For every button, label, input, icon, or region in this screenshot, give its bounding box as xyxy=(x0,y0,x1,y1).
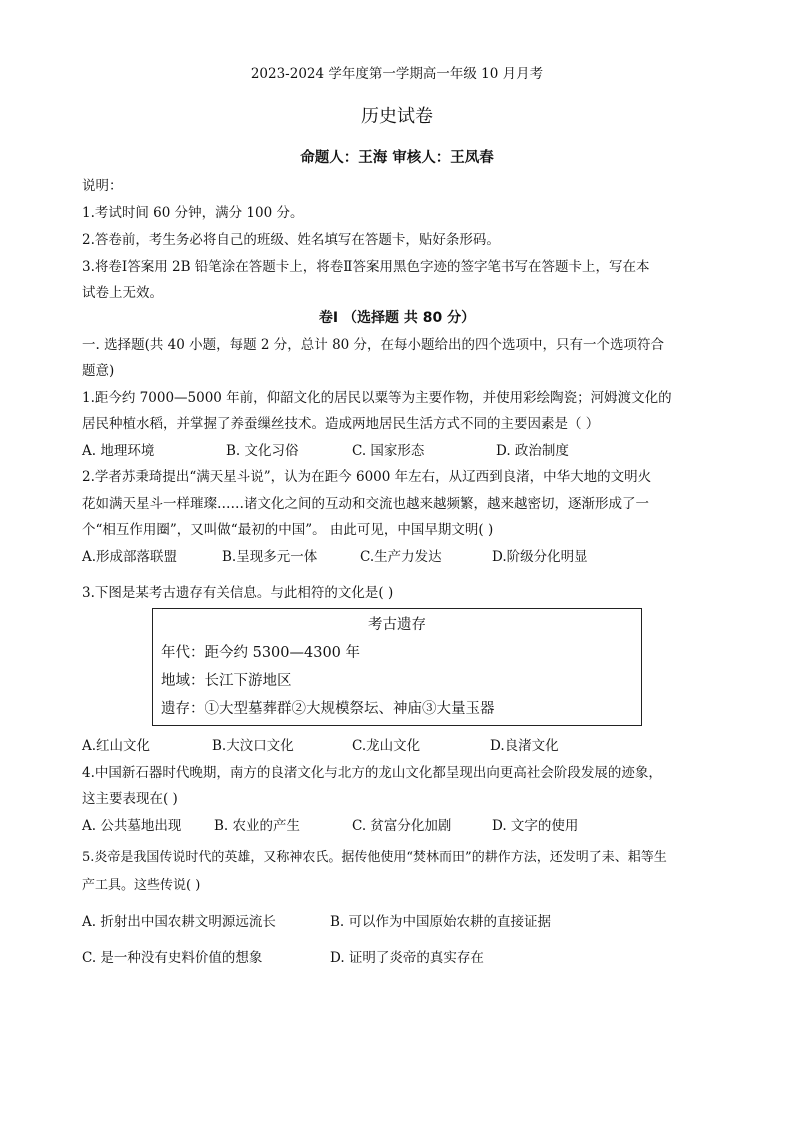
option-d[interactable]: D.良渚文化 xyxy=(490,738,559,754)
question-1-text: 1.距今约 7000—5000 年前，仰韶文化的居民以粟等为主要作物，并使用彩绘陶瓷；河姆渡文化的 xyxy=(82,390,672,406)
question-2-text: 花如满天星斗一样璀璨……诸文化之间的互动和交流也越来越频繁，越来越密切，逐渐形成了一 xyxy=(82,496,649,512)
info-box-row-era: 年代：距今约 5300—4300 年 xyxy=(161,645,361,661)
section-instructions: 一. 选择题(共 40 小题，每题 2 分，总计 80 分，在每小题给出的四个选项中，只有一个选项符合 xyxy=(82,337,665,353)
option-b[interactable]: B. 文化习俗 xyxy=(226,443,299,459)
question-1-text: 居民种植水稻，并掌握了养蚕缫丝技术。造成两地居民生活方式不同的主要因素是（ ） xyxy=(82,416,600,432)
question-4-options xyxy=(82,816,722,836)
info-box-row-remains: 遗存：①大型墓葬群②大规模祭坛、神庙③大量玉器 xyxy=(161,701,495,717)
note-item: 1.考试时间 60 分钟，满分 100 分。 xyxy=(82,205,304,221)
archaeology-info-box xyxy=(152,608,642,726)
option-d[interactable]: D.阶级分化明显 xyxy=(492,549,588,565)
question-5-options-row-2 xyxy=(82,948,722,968)
document-title: 历史试卷 xyxy=(361,106,433,127)
question-5-options-row-1 xyxy=(82,912,722,932)
question-5-text: 5.炎帝是我国传说时代的英雄，又称神农氏。据传他使用“焚林而田”的耕作方法，还发明了耒、耜等生 xyxy=(82,850,667,865)
section-instructions: 题意) xyxy=(82,363,115,379)
option-c[interactable]: C. 贫富分化加剧 xyxy=(352,818,452,834)
option-a[interactable]: A.红山文化 xyxy=(82,738,151,754)
authors-line: 命题人：王海 审核人：王凤春 xyxy=(300,150,494,166)
question-4-text: 4.中国新石器时代晚期，南方的良渚文化与北方的龙山文化都呈现出向更高社会阶段发展的迹象， xyxy=(82,765,662,781)
info-box-row-region: 地域：长江下游地区 xyxy=(161,673,292,689)
option-c[interactable]: C.生产力发达 xyxy=(360,549,442,565)
option-c[interactable]: C.龙山文化 xyxy=(352,738,421,754)
option-d[interactable]: D. 证明了炎帝的真实存在 xyxy=(330,950,484,966)
option-a[interactable]: A. 公共墓地出现 xyxy=(82,818,182,834)
option-c[interactable]: C. 国家形态 xyxy=(352,443,425,459)
option-d[interactable]: D. 文字的使用 xyxy=(492,818,579,834)
question-1-options xyxy=(82,441,722,461)
info-box-title: 考古遗存 xyxy=(368,617,426,633)
question-5-text: 产工具。这些传说( ) xyxy=(82,878,201,893)
option-b[interactable]: B. 可以作为中国原始农耕的直接证据 xyxy=(330,914,552,930)
option-a[interactable]: A. 地理环境 xyxy=(82,443,155,459)
note-item: 2.答卷前，考生务必将自己的班级、姓名填写在答题卡，贴好条形码。 xyxy=(82,232,500,248)
question-3-options xyxy=(82,736,722,756)
option-d[interactable]: D. 政治制度 xyxy=(496,443,569,459)
option-b[interactable]: B.呈现多元一体 xyxy=(222,549,318,565)
question-2-text: 2.学者苏秉琦提出“满天星斗说”，认为在距今 6000 年左右，从辽西到良渚，中华大地的文明火 xyxy=(82,469,652,485)
option-a[interactable]: A.形成部落联盟 xyxy=(82,549,178,565)
question-4-text: 这主要表现在( ) xyxy=(82,791,178,807)
option-a[interactable]: A. 折射出中国农耕文明源远流长 xyxy=(82,914,276,930)
option-b[interactable]: B.大汶口文化 xyxy=(212,738,294,754)
note-item: 3.将卷Ⅰ答案用 2B 铅笔涂在答题卡上，将卷Ⅱ答案用黑色字迹的签字笔书写在答题卡上，写在本 xyxy=(82,259,650,275)
question-2-options xyxy=(82,547,722,567)
option-c[interactable]: C. 是一种没有史料价值的想象 xyxy=(82,950,263,966)
section-title: 卷Ⅰ （选择题 共 80 分） xyxy=(318,310,476,326)
option-b[interactable]: B. 农业的产生 xyxy=(214,818,301,834)
notes-label: 说明： xyxy=(82,178,123,194)
question-2-text: 个“相互作用圈”，又叫做“最初的中国”。 由此可见，中国早期文明( ) xyxy=(82,522,494,538)
note-item: 试卷上无效。 xyxy=(82,285,163,301)
exam-header-line: 2023-2024 学年度第一学期高一年级 10 月月考 xyxy=(250,66,544,82)
question-3-text: 3.下图是某考古遗存有关信息。与此相符的文化是( ) xyxy=(82,585,394,601)
